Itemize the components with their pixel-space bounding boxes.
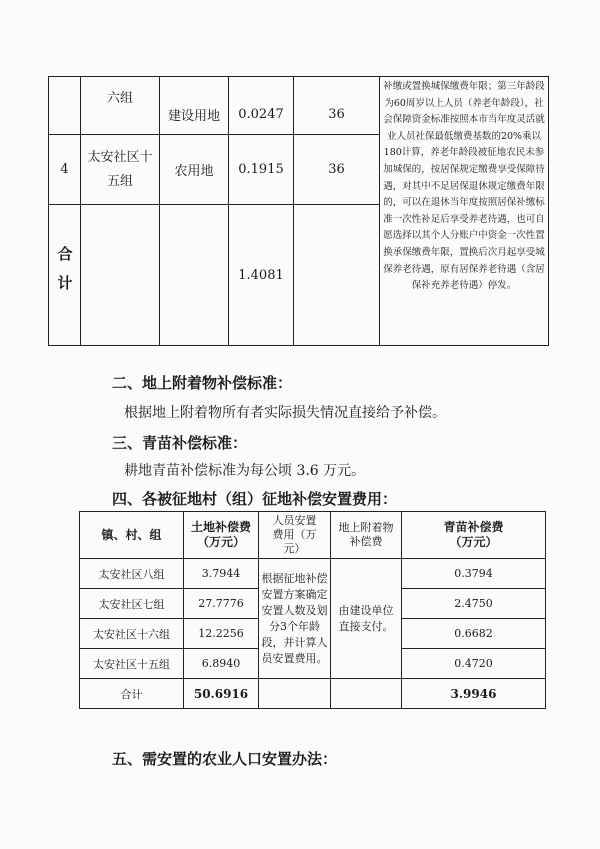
crop-comp: 0.3794 — [402, 559, 546, 589]
note-cell: 补缴或置换城保缴费年限；第三年龄段为60周岁以上人员（养老年龄段），社会保障资金标准按照本市当年度灵活就业人员社保最低缴费基数的20%乘以180计算，养老年龄段被征地农民未参加城保的，按居保规定缴费享受保障待遇，对其中不足居保退休规定缴费年限的，可以在退休当年度按照居保补缴标准一次性补足后享受养老待遇，也可自愿选择以其个人分账户中资金一次性置换承保缴费年限，置换后次月起享受城保养老待遇，原有居保养老待遇（含居保补充养老待遇）停发。 — [380, 77, 549, 346]
land-type: 建设用地 — [160, 77, 229, 135]
header-crop-comp: 青苗补偿费（万元） — [402, 512, 546, 559]
crop-comp: 0.4720 — [402, 649, 546, 679]
land-comp: 3.7944 — [184, 559, 259, 589]
attachment-note: 由建设单位直接支付。 — [331, 559, 402, 679]
land-type: 农用地 — [160, 135, 229, 205]
total-crop-comp: 3.9946 — [402, 679, 546, 709]
land-comp: 6.8940 — [184, 649, 259, 679]
years: 36 — [294, 77, 380, 135]
section-heading-2: 二、地上附着物补偿标准： — [112, 374, 293, 392]
total-label: 合计 — [49, 205, 81, 345]
village-group: 六组 — [81, 77, 160, 135]
row-number — [49, 77, 81, 135]
table-row — [80, 559, 546, 589]
village-name: 太安社区十六组 — [80, 619, 184, 649]
row-number: 4 — [49, 135, 81, 205]
header-resettlement: 人员安置费用（万元） — [259, 512, 331, 559]
section-heading-5: 五、需安置的农业人口安置办法： — [112, 750, 338, 768]
land-area: 0.0247 — [229, 77, 294, 135]
table-row — [49, 77, 549, 135]
section-heading-4: 四、各被征地村（组）征地补偿安置费用： — [112, 490, 398, 508]
section-text-3: 耕地青苗补偿标准为每公顷 3.6 万元。 — [124, 463, 366, 479]
village-name: 太安社区七组 — [80, 589, 184, 619]
land-comp: 12.2256 — [184, 619, 259, 649]
resettlement-note: 根据征地补偿安置方案确定安置人数及划分3个年龄段，并计算人员安置费用。 — [259, 559, 331, 679]
compensation-table — [79, 511, 546, 709]
village-name: 太安社区十五组 — [80, 649, 184, 679]
total-label: 合计 — [80, 679, 184, 709]
total-land-comp: 50.6916 — [184, 679, 259, 709]
header-attachment: 地上附着物补偿费 — [331, 512, 402, 559]
village-group: 太安社区十五组 — [81, 135, 160, 205]
land-comp: 27.7776 — [184, 589, 259, 619]
land-area: 0.1915 — [229, 135, 294, 205]
header-village: 镇、村、组 — [80, 512, 184, 559]
section-text-2: 根据地上附着物所有者实际损失情况直接给予补偿。 — [124, 405, 446, 421]
total-area: 1.4081 — [229, 205, 294, 346]
table-header — [80, 512, 546, 559]
crop-comp: 2.4750 — [402, 589, 546, 619]
land-table — [48, 76, 549, 346]
years: 36 — [294, 135, 380, 205]
village-name: 太安社区八组 — [80, 559, 184, 589]
crop-comp: 0.6682 — [402, 619, 546, 649]
header-land-comp: 土地补偿费（万元） — [184, 512, 259, 559]
section-heading-3: 三、青苗补偿标准： — [112, 434, 248, 452]
total-row — [80, 679, 546, 709]
